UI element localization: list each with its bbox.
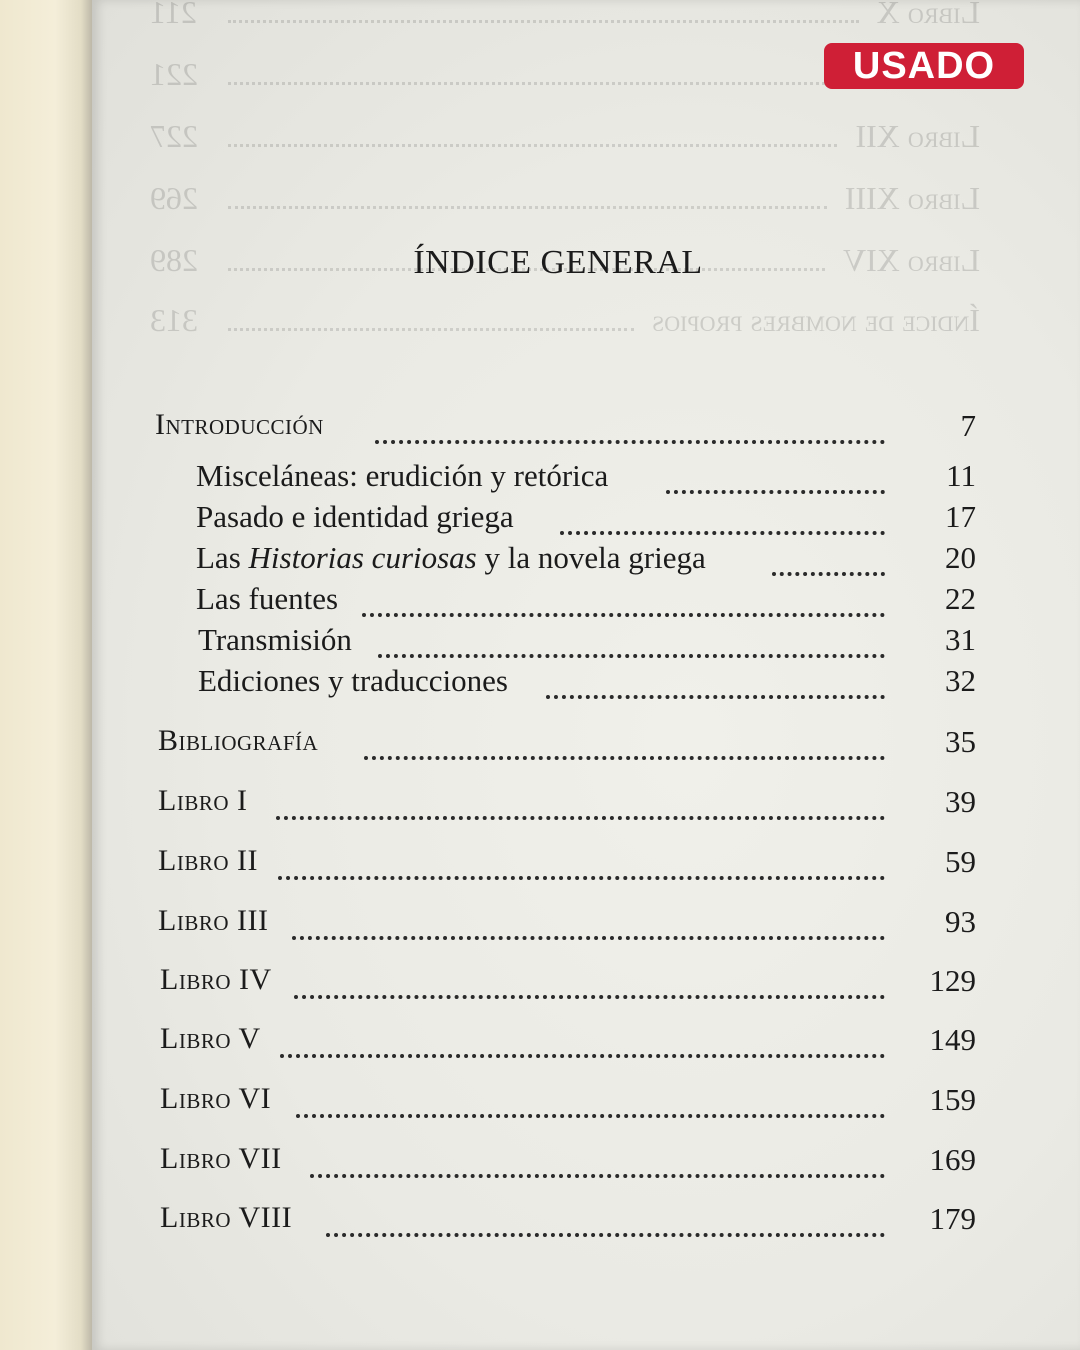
used-badge: USADO: [824, 43, 1024, 89]
toc-entry: [0, 663, 1080, 707]
dot-leader: [378, 644, 885, 658]
toc-entry: [0, 844, 1080, 888]
entry-page: 17: [945, 499, 976, 534]
dot-leader: [772, 562, 885, 576]
page-title: ÍNDICE GENERAL: [413, 244, 703, 281]
italic-title: Historias curiosas: [248, 540, 477, 575]
dot-leader: [546, 685, 885, 699]
dot-leader: [292, 926, 885, 940]
entry-label: Introducción: [155, 408, 324, 441]
entry-label: Pasado e identidad griega: [196, 499, 514, 534]
toc-entry: [0, 1201, 1080, 1245]
toc-entry: [0, 724, 1080, 768]
dot-leader: [280, 1044, 885, 1058]
dot-leader: [278, 866, 885, 880]
dot-leader: [296, 1104, 885, 1118]
entry-page: 149: [929, 1022, 976, 1057]
entry-label: Bibliografía: [158, 724, 319, 757]
toc-entry: [0, 458, 1080, 502]
entry-page: 20: [945, 540, 976, 575]
toc-entry: [0, 1142, 1080, 1186]
entry-page: 31: [945, 622, 976, 657]
entry-label: Libro V: [160, 1022, 261, 1055]
entry-label: Misceláneas: erudición y retórica: [196, 458, 609, 493]
toc-entry: [0, 904, 1080, 948]
entry-page: 35: [945, 724, 976, 759]
entry-label: Libro III: [158, 904, 269, 937]
dot-leader: [560, 521, 885, 535]
toc-entry: [0, 963, 1080, 1007]
entry-label: Transmisión: [198, 622, 352, 657]
entry-page: 179: [929, 1201, 976, 1236]
entry-label: Libro VII: [160, 1142, 282, 1175]
toc-entry: [0, 1082, 1080, 1126]
entry-page: 32: [945, 663, 976, 698]
entry-page: 159: [929, 1082, 976, 1117]
entry-page: 129: [929, 963, 976, 998]
entry-page: 169: [929, 1142, 976, 1177]
entry-label: Libro VIII: [160, 1201, 293, 1234]
entry-label: Libro IV: [160, 963, 272, 996]
dot-leader: [294, 985, 885, 999]
entry-label: Las fuentes: [196, 581, 339, 616]
entry-page: 7: [960, 408, 976, 443]
dot-leader: [326, 1223, 885, 1237]
toc-entry: [0, 1022, 1080, 1066]
entry-page: 93: [945, 904, 976, 939]
entry-label: Libro I: [158, 784, 248, 817]
dot-leader: [310, 1164, 885, 1178]
entry-label: Libro II: [158, 844, 258, 877]
entry-page: 39: [945, 784, 976, 819]
dot-leader: [276, 806, 885, 820]
toc-entry: [0, 408, 1080, 452]
dot-leader: [364, 746, 885, 760]
entry-label: Las Historias curiosas y la novela griega: [196, 540, 706, 575]
dot-leader: [666, 480, 885, 494]
entry-label: Libro VI: [160, 1082, 272, 1115]
toc-entry: [0, 499, 1080, 543]
entry-label: Ediciones y traducciones: [198, 663, 508, 698]
toc-entry: [0, 540, 1080, 584]
dot-leader: [375, 430, 885, 444]
toc-entry: [0, 622, 1080, 666]
toc-entry: [0, 581, 1080, 625]
entry-page: 22: [945, 581, 976, 616]
dot-leader: [362, 603, 885, 617]
entry-page: 59: [945, 844, 976, 879]
entry-page: 11: [946, 458, 976, 493]
toc-entry: [0, 784, 1080, 828]
